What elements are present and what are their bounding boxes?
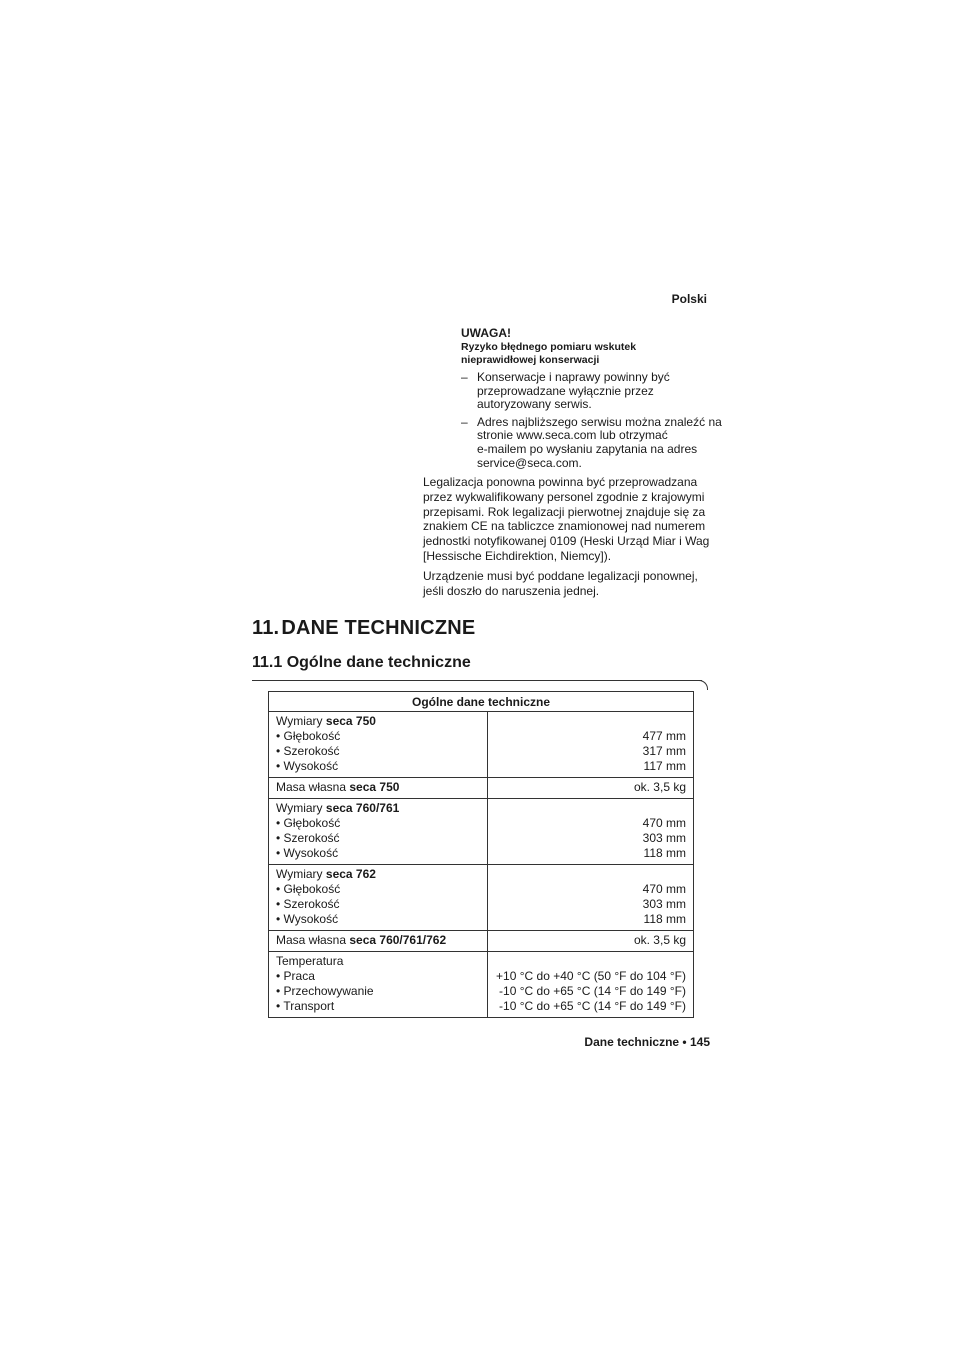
section-heading [252,617,475,640]
heading-rule [252,680,702,681]
warning-item: – Konserwacje i naprawy powinny być przeprowadzane wyłącznie przez autoryzowany serwis. [461,370,670,412]
warning-title: UWAGA! [461,326,511,340]
table-row [269,778,694,799]
heading-rule-corner [697,680,708,690]
table-header: Ogólne dane techniczne [269,692,694,712]
table-cell-value: 470 mm 303 mm 118 mm [488,799,694,865]
table-cell-value: 470 mm 303 mm 118 mm [488,865,694,931]
section-number: 11. [252,617,280,639]
section-title: DANE TECHNICZNE [281,617,476,639]
paragraph-legalization: Legalizacja ponowna powinna być przeprowadzana przez wykwalifikowany personel zgodnie z krajowymi przepisami. Rok legalizacji pierwotnej znajduje się za znakiem CE na tabliczce znamionowej nad numerem jednostki notyfikowanej 0109 (Heski Urząd Miar i Wag [Hessische Eichdirektion, Niemcy]). [423,475,710,563]
warning-item: – Adres najbliższego serwisu można znaleźć na stronie www.seca.com lub otrzymać e-mailem po wysłaniu zapytania na adres service@seca.com. [461,414,722,470]
table-row [269,952,694,1018]
table-cell-label: Wymiary seca 762 • Głębokość • Szerokość • Wysokość [269,865,488,931]
spec-table [268,691,694,1018]
table-row [269,712,694,778]
warning-subtitle: Ryzyko błędnego pomiaru wskutek nieprawidłowej konserwacji [461,341,637,366]
table-cell-value: 477 mm 317 mm 117 mm [488,712,694,778]
table-cell-value: +10 °C do +40 °C (50 °F do 104 °F) -10 °C do +65 °C (14 °F do 149 °F) -10 °C do +65 °C (14 °F do 149 °F) [488,952,694,1018]
table-header-row [269,692,694,712]
table-cell-label: Wymiary seca 760/761 • Głębokość • Szerokość • Wysokość [269,799,488,865]
page-footer: Dane techniczne • 145 [584,1035,710,1049]
paragraph-relegalization: Urządzenie musi być poddane legalizacji ponownej, jeśli doszło do naruszenia jednej. [423,569,698,598]
language-label: Polski [671,292,707,306]
table-cell-label: Masa własna seca 750 [269,778,488,799]
table-cell-label: Wymiary seca 750 • Głębokość • Szerokość • Wysokość [269,712,488,778]
table-row [269,799,694,865]
table-cell-label: Masa własna seca 760/761/762 [269,931,488,952]
table-cell-value: ok. 3,5 kg [488,778,694,799]
table-row [269,931,694,952]
table-cell-value: ok. 3,5 kg [488,931,694,952]
subsection-heading: 11.1 Ogólne dane techniczne [252,654,471,671]
warning-box [461,326,722,470]
table-row [269,865,694,931]
table-cell-label: Temperatura • Praca • Przechowywanie • Transport [269,952,488,1018]
